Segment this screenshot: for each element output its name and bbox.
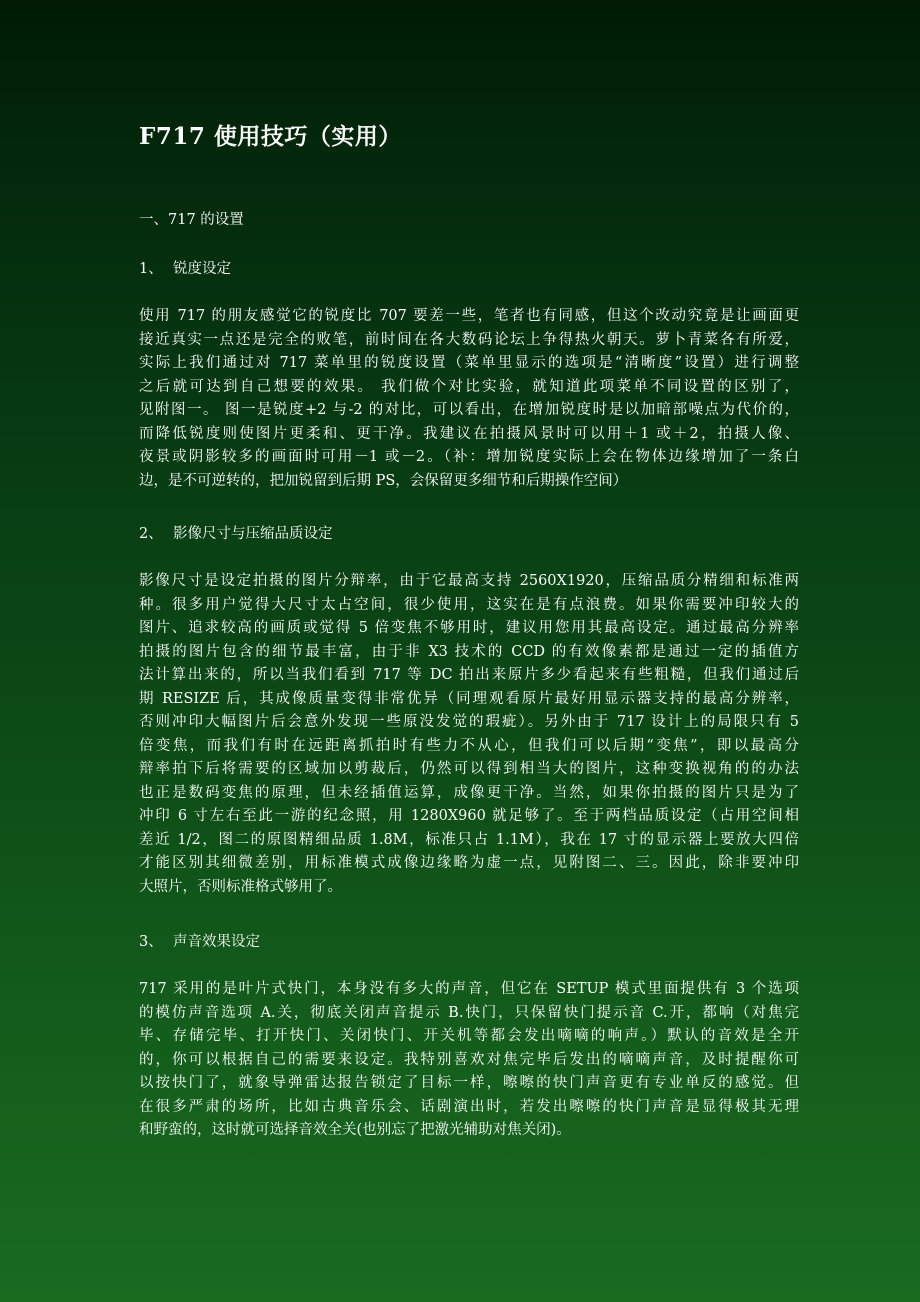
paragraph-sound-effects	[139, 978, 799, 1143]
paragraph-line: 毕、存储完毕、打开快门、关闭快门、开关机等都会发出嘀嘀的响声。）默认的音效是全开	[139, 1028, 799, 1044]
paragraph-line: 冲印 6 寸左右至此一游的纪念照，用 1280X960 就足够了。至于两档品质设定（占用空间相	[139, 808, 799, 824]
paragraph-line: 的，你可以根据自己的需要来设定。我特别喜欢对焦完毕后发出的嘀嘀声音，及时提醒你可	[139, 1051, 799, 1068]
paragraph-line: 辩率拍下后将需要的区域加以剪裁后，仍然可以得到相当大的图片，这种变换视角的的办法	[139, 761, 799, 777]
paragraph-line: 夜景或阴影较多的画面时可用－1 或－2。（补：增加锐度实际上会在物体边缘增加了一条白	[139, 449, 799, 465]
paragraph-line: 差近 1/2，图二的原图精细品质 1.8M，标准只占 1.1M），我在 17 寸的显示器上要放大四倍	[139, 831, 799, 848]
subheading-label: 锐度设定	[173, 261, 231, 277]
paragraph-line: 实际上我们通过对 717 菜单里的锐度设置（菜单里显示的选项是“清晰度”设置）进行调整	[139, 355, 799, 371]
paragraph-line: 才能区别其细微差别，用标准模式成像边缘略为虚一点，见附图二、三。因此，除非要冲印	[139, 855, 799, 871]
subheading-image-size	[139, 523, 333, 545]
paragraph-line: 也正是数码变焦的原理，但未经插值运算，成像更干净。当然，如果你拍摄的图片只是为了	[139, 784, 799, 801]
paragraph-line: 大照片，否则标准格式够用了。	[139, 878, 342, 895]
section-heading-settings: 一、717 的设置	[139, 212, 244, 228]
paragraph-line: 的模仿声音选项 A.关，彻底关闭声音提示 B.快门，只保留快门提示音 C.开，都响（对焦完	[139, 1004, 799, 1021]
paragraph-line: 法计算出来的，所以当我们看到 717 等 DC 拍出来原片多少看起来有些粗糙，但我们通过后	[139, 667, 799, 683]
paragraph-line: 和野蛮的，这时就可选择音效全关(也别忘了把激光辅助对焦关闭)。	[139, 1122, 571, 1138]
subheading-sound-effects	[139, 931, 260, 953]
subheading-number: 2、	[139, 526, 163, 542]
paragraph-line: 717 采用的是叶片式快门，本身没有多大的声音，但它在 SETUP 模式里面提供有 3 个选项	[139, 981, 799, 997]
paragraph-line: 而降低锐度则使图片更柔和、更干净。我建议在拍摄风景时可以用＋1 或＋2，拍摄人像、	[139, 425, 799, 442]
subheading-number: 1、	[139, 261, 163, 277]
paragraph-line: 倍变焦，而我们有时在远距离抓拍时有些力不从心，但我们可以后期“变焦”，即以最高分	[139, 737, 799, 754]
paragraph-line: 种。很多用户觉得大尺寸太占空间，很少使用，这实在是有点浪费。如果你需要冲印较大的	[139, 596, 799, 613]
paragraph-line: 期 RESIZE 后，其成像质量变得非常优异（同理观看原片最好用显示器支持的最高分辨率，	[139, 690, 799, 707]
paragraph-image-size	[139, 570, 799, 899]
paragraph-line: 边，是不可逆转的，把加锐留到后期 PS，会保留更多细节和后期操作空间）	[139, 472, 628, 489]
paragraph-line: 使用 717 的朋友感觉它的锐度比 707 要差一些，笔者也有同感，但这个改动究竟是让画面更	[139, 308, 799, 324]
paragraph-line: 以按快门了，就象导弹雷达报告锁定了目标一样，嚓嚓的快门声音更有专业单反的感觉。但	[139, 1075, 799, 1091]
document-title: F717 使用技巧（实用）	[139, 123, 402, 150]
paragraph-line: 影像尺寸是设定拍摄的图片分辩率，由于它最高支持 2560X1920，压缩品质分精细和标准两	[139, 573, 799, 589]
paragraph-line: 之后就可达到自己想要的效果。 我们做个对比实验，就知道此项菜单不同设置的区别了，	[139, 378, 799, 395]
subheading-sharpness	[139, 258, 231, 280]
subheading-label: 声音效果设定	[173, 934, 260, 950]
paragraph-line: 见附图一。 图一是锐度+2 与-2 的对比，可以看出，在增加锐度时是以加暗部噪点为代价的，	[139, 402, 799, 418]
paragraph-line: 否则冲印大幅图片后会意外发现一些原没发觉的瑕疵）。另外由于 717 设计上的局限只有 5	[139, 714, 799, 730]
paragraph-line: 图片、追求较高的画质或觉得 5 倍变焦不够用时，建议用您用其最高设定。通过最高分辨率	[139, 620, 799, 636]
paragraph-line: 在很多严肃的场所，比如古典音乐会、话剧演出时，若发出嚓嚓的快门声音是显得极其无理	[139, 1098, 799, 1115]
subheading-label: 影像尺寸与压缩品质设定	[173, 526, 333, 542]
paragraph-sharpness	[139, 305, 799, 493]
paragraph-line: 拍摄的图片包含的细节最丰富，由于非 X3 技术的 CCD 的有效像素都是通过一定的插值方	[139, 643, 799, 660]
subheading-number: 3、	[139, 934, 163, 950]
paragraph-line: 接近真实一点还是完全的败笔，前时间在各大数码论坛上争得热火朝天。萝卜青菜各有所爱，	[139, 331, 799, 348]
